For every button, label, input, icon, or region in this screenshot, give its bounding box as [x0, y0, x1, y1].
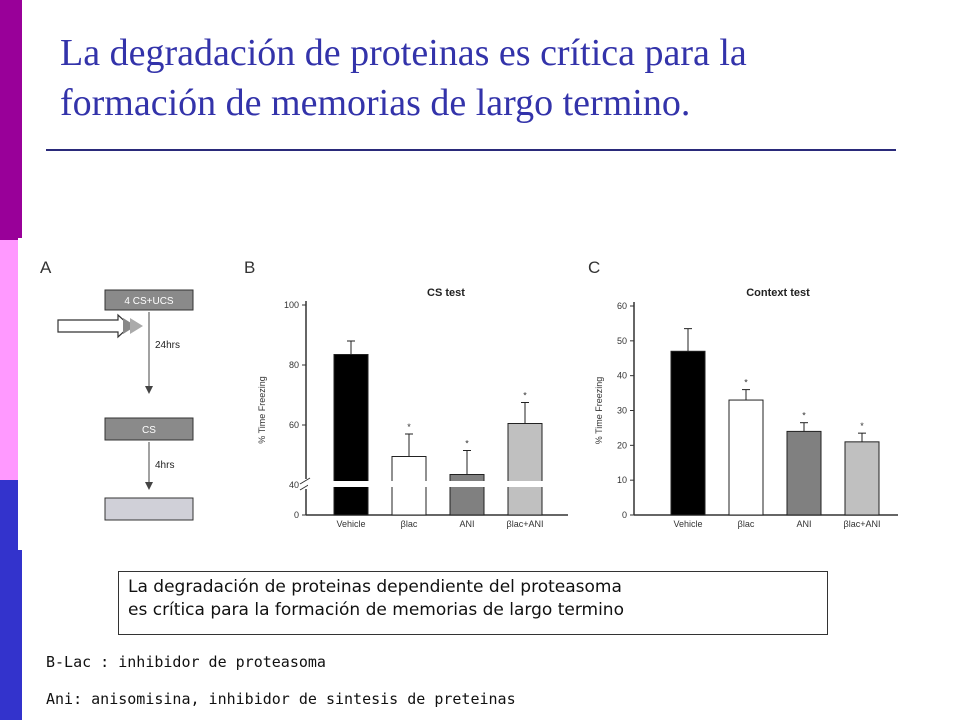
x-tick-label: βlac: [400, 519, 418, 529]
chart-title: Context test: [746, 287, 810, 299]
chart-title: CS test: [427, 287, 465, 299]
significance-marker: *: [465, 438, 469, 449]
footnote-ani: Ani: anisomisina, inhibidor de sintesis de preteinas: [46, 690, 516, 708]
x-tick-label: ANI: [459, 519, 475, 529]
panel-letter: C: [588, 258, 601, 277]
y-tick-label: 50: [616, 335, 627, 346]
y-axis-label: % Time Freezing: [594, 376, 604, 445]
x-tick-label: ANI: [796, 519, 812, 529]
y-tick-label: 0: [293, 510, 299, 520]
y-axis-label: % Time Freezing: [257, 376, 267, 444]
figure-svg: [18, 238, 930, 550]
x-tick-label: βlac: [737, 519, 755, 529]
panel-a-flowchart: [40, 258, 193, 520]
summary-note: [118, 571, 828, 635]
sidebar-accent-middle: [0, 240, 18, 480]
footnote-blac: B-Lac : inhibidor de proteasoma: [46, 653, 326, 671]
y-tick-label: 10: [616, 475, 627, 486]
summary-note-line2: es crítica para la formación de memorias de largo termino: [128, 600, 624, 620]
slide-title: [60, 28, 920, 128]
slide-title-line2: formación de memorias de largo termino.: [60, 82, 691, 124]
double-arrow-icon: [58, 315, 143, 337]
x-tick-label: βlac+ANI: [506, 519, 544, 529]
bar: [450, 475, 484, 516]
flow-interval1-label: 24hrs: [155, 340, 181, 351]
chart-b-cs-test: [244, 258, 570, 529]
bar: [787, 431, 821, 515]
figure-panel: [18, 238, 930, 550]
y-tick-label: 80: [288, 360, 299, 370]
flow-step2-label: CS: [142, 425, 156, 436]
sidebar-accent-top: [0, 0, 22, 240]
x-tick-label: Vehicle: [336, 519, 366, 529]
y-tick-label: 0: [621, 510, 627, 520]
flow-step3-box: [105, 498, 193, 520]
title-divider: [46, 149, 896, 151]
bar: [334, 355, 368, 516]
summary-note-line1: La degradación de proteinas dependiente del proteasoma: [128, 577, 622, 597]
y-tick-label: 60: [616, 301, 627, 311]
significance-marker: *: [860, 421, 864, 432]
significance-marker: *: [407, 422, 411, 432]
y-tick-label: 60: [288, 420, 299, 430]
significance-marker: *: [744, 377, 748, 388]
x-tick-label: Vehicle: [673, 519, 703, 529]
panel-a-letter: A: [40, 258, 52, 277]
significance-marker: *: [523, 390, 527, 401]
x-tick-label: βlac+ANI: [843, 519, 881, 529]
panel-letter: B: [244, 258, 256, 277]
bar: [671, 351, 705, 515]
y-tick-label: 40: [616, 370, 627, 381]
y-tick-label: 30: [616, 405, 627, 416]
chart-c-context-test: [588, 258, 898, 529]
y-tick-label: 100: [283, 300, 299, 310]
slide-title-line1: La degradación de proteinas es crítica para la: [60, 32, 747, 74]
bar: [508, 424, 542, 516]
bar: [729, 400, 763, 515]
bar-break-strip: [308, 481, 570, 487]
significance-marker: *: [802, 410, 806, 421]
bar: [845, 442, 879, 515]
y-tick-label: 20: [616, 440, 627, 451]
flow-step1-label: 4 CS+UCS: [124, 296, 174, 307]
flow-interval2-label: 4hrs: [155, 460, 175, 471]
y-tick-label: 40: [288, 480, 299, 490]
